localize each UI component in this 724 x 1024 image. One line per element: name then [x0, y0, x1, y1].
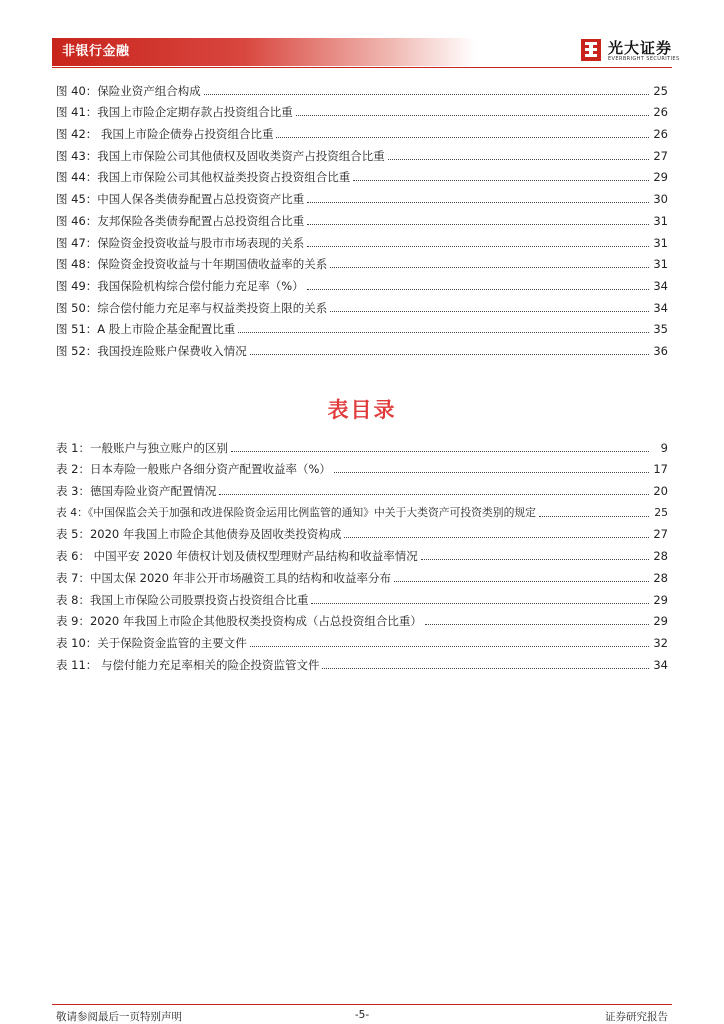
toc-entry[interactable] [56, 337, 668, 359]
toc-entry-page: 28 [653, 570, 668, 585]
toc-entry-label: 图 46：友邦保险各类债券配置占总投资组合比重 [56, 213, 305, 228]
toc-entry-page: 9 [660, 440, 668, 455]
toc-entry-page: 29 [653, 170, 668, 185]
toc-entry-page: 17 [653, 462, 668, 477]
toc-entry[interactable] [56, 629, 668, 651]
dot-leader [231, 451, 649, 452]
toc-entry-page: 29 [653, 592, 668, 607]
dot-leader [238, 332, 649, 333]
toc-entry-page: 29 [653, 614, 668, 629]
toc-entry-label: 图 45：中国人保各类债券配置占总投资资产比重 [56, 192, 305, 207]
dot-leader [250, 646, 649, 647]
toc-entry-page: 35 [653, 322, 668, 337]
toc-entry-label: 表 9：2020 年我国上市险企其他股权类投资构成（占总投资组合比重） [56, 614, 422, 629]
toc-entry-page: 31 [653, 235, 668, 250]
dot-leader [353, 180, 649, 181]
toc-entry[interactable] [56, 608, 668, 630]
toc-entry-label: 图 40：保险业资产组合构成 [56, 83, 201, 98]
dot-leader [344, 537, 649, 538]
figures-toc [56, 77, 668, 359]
toc-entry-label: 表 1：一般账户与独立账户的区别 [56, 440, 228, 455]
toc-entry-label: 表 10：关于保险资金监管的主要文件 [56, 635, 247, 650]
toc-entry-page: 25 [653, 83, 668, 98]
toc-entry-label: 图 44：我国上市保险公司其他权益类投资占投资组合比重 [56, 170, 351, 185]
toc-entry-label: 图 41：我国上市险企定期存款占投资组合比重 [56, 105, 293, 120]
dot-leader [307, 246, 649, 247]
toc-entry-label: 表 4：《中国保监会关于加强和改进保险资金运用比例监管的通知》中关于大类资产可投资类别的规定 [56, 505, 536, 519]
dot-leader [250, 354, 649, 355]
dot-leader [394, 581, 649, 582]
toc-entry-label: 表 5：2020 年我国上市险企其他债券及固收类投资构成 [56, 527, 342, 542]
toc-entry-page: 36 [653, 343, 668, 358]
toc-entry-label: 表 3：德国寿险业资产配置情况 [56, 484, 217, 499]
toc-entry-page: 27 [653, 527, 668, 542]
toc-entry[interactable] [56, 99, 668, 121]
toc-entry[interactable] [56, 207, 668, 229]
toc-entry[interactable] [56, 185, 668, 207]
toc-entry-page: 20 [653, 484, 668, 499]
toc-entry-page: 26 [653, 127, 668, 142]
header-divider [52, 67, 672, 68]
dot-leader [219, 494, 649, 495]
toc-entry[interactable] [56, 499, 668, 521]
toc-entry[interactable] [56, 272, 668, 294]
toc-entry[interactable] [56, 521, 668, 543]
dot-leader [307, 224, 649, 225]
toc-entry-page: 31 [653, 257, 668, 272]
toc-entry-page: 25 [654, 505, 668, 519]
footer-report-type: 证券研究报告 [605, 1011, 668, 1023]
dot-leader [334, 472, 649, 473]
toc-entry[interactable] [56, 251, 668, 273]
toc-entry-page: 28 [653, 549, 668, 564]
tables-section-title: 表目录 [327, 398, 397, 422]
dot-leader [425, 624, 649, 625]
toc-entry[interactable] [56, 586, 668, 608]
page-number: -5- [354, 1009, 370, 1021]
toc-entry-page: 27 [653, 148, 668, 163]
toc-entry-page: 34 [653, 657, 668, 672]
toc-entry[interactable] [56, 294, 668, 316]
footer-divider [52, 1004, 672, 1005]
toc-entry[interactable] [56, 229, 668, 251]
toc-entry[interactable] [56, 316, 668, 338]
toc-entry-page: 30 [653, 192, 668, 207]
toc-entry[interactable] [56, 142, 668, 164]
dot-leader [322, 668, 649, 669]
toc-entry[interactable] [56, 477, 668, 499]
toc-entry-label: 表 6： 中国平安 2020 年债权计划及债权型理财产品结构和收益率情况 [56, 549, 418, 564]
toc-entry-label: 图 47：保险资金投资收益与股市市场表现的关系 [56, 235, 305, 250]
dot-leader [421, 559, 649, 560]
toc-entry-label: 表 7：中国太保 2020 年非公开市场融资工具的结构和收益率分布 [56, 570, 392, 585]
toc-entry-page: 34 [653, 300, 668, 315]
toc-entry[interactable] [56, 120, 668, 142]
toc-entry-label: 表 11： 与偿付能力充足率相关的险企投资监管文件 [56, 657, 320, 672]
toc-entry-label: 图 49：我国保险机构综合偿付能力充足率（%） [56, 278, 304, 293]
dot-leader [296, 115, 649, 116]
toc-entry-label: 图 51：A 股上市险企基金配置比重 [56, 322, 236, 337]
toc-entry[interactable] [56, 542, 668, 564]
logo-mark-icon [580, 38, 602, 62]
toc-entry[interactable] [56, 564, 668, 586]
logo-name-en: EVERBRIGHT SECURITIES [608, 56, 680, 62]
dot-leader [311, 603, 649, 604]
dot-leader [307, 289, 649, 290]
toc-entry-label: 表 8：我国上市保险公司股票投资占投资组合比重 [56, 592, 309, 607]
toc-entry[interactable] [56, 456, 668, 478]
dot-leader [330, 267, 649, 268]
dot-leader [330, 311, 649, 312]
footer-disclaimer: 敬请参阅最后一页特别声明 [56, 1011, 182, 1023]
toc-entry[interactable] [56, 434, 668, 456]
toc-entry[interactable] [56, 77, 668, 99]
toc-entry-label: 图 50：综合偿付能力充足率与权益类投资上限的关系 [56, 300, 328, 315]
toc-entry-page: 26 [653, 105, 668, 120]
toc-entry-page: 34 [653, 278, 668, 293]
dot-leader [539, 516, 649, 517]
toc-entry-page: 31 [653, 213, 668, 228]
toc-entry[interactable] [56, 651, 668, 673]
company-logo [580, 36, 700, 66]
toc-entry-label: 图 52：我国投连险账户保费收入情况 [56, 343, 247, 358]
toc-entry-label: 图 42： 我国上市险企债券占投资组合比重 [56, 127, 274, 142]
dot-leader [276, 137, 649, 138]
section-name: 非银行金融 [62, 44, 130, 59]
toc-entry[interactable] [56, 164, 668, 186]
toc-entry-label: 表 2：日本寿险一般账户各细分资产配置收益率（%） [56, 462, 331, 477]
toc-entry-label: 图 43：我国上市保险公司其他债权及固收类资产占投资组合比重 [56, 148, 385, 163]
dot-leader [204, 94, 649, 95]
toc-entry-label: 图 48：保险资金投资收益与十年期国债收益率的关系 [56, 257, 328, 272]
toc-entry-page: 32 [653, 635, 668, 650]
logo-name-cn: 光大证券 [608, 39, 673, 57]
dot-leader [307, 202, 649, 203]
dot-leader [388, 159, 649, 160]
tables-toc [56, 434, 668, 673]
